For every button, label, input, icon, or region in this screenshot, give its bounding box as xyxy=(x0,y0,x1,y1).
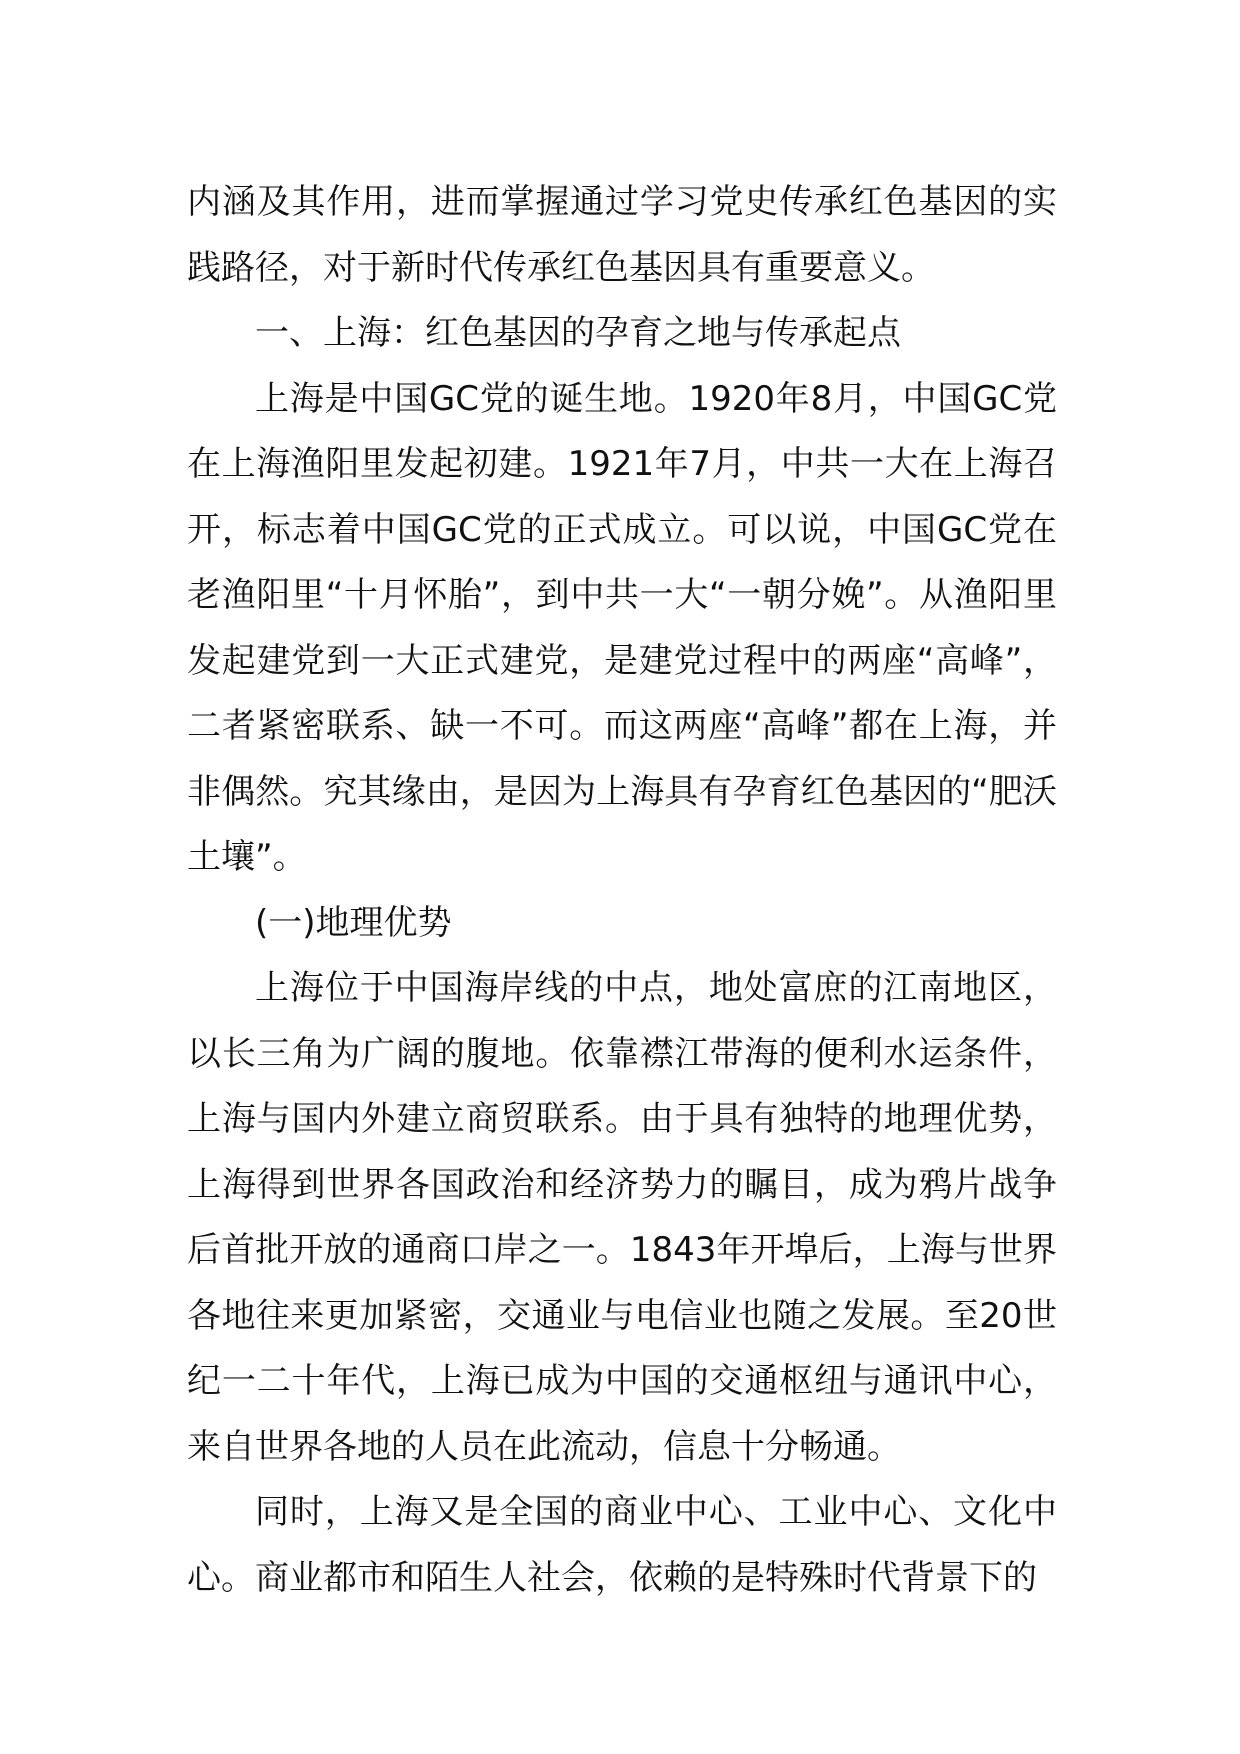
paragraph-centers: 同时，上海又是全国的商业中心、工业中心、文化中心。商业都市和陌生人社会，依赖的是特殊时代背景下的 xyxy=(187,1492,1057,1598)
paragraph-intro-continued: 内涵及其作用，进而掌握通过学习党史传承红色基因的实践路径，对于新时代传承红色基因具有重要意义。 xyxy=(187,182,1057,288)
paragraph-birthplace: 上海是中国GC党的诞生地。1920年8月，中国GC党在上海渔阳里发起初建。1921年7月，中共一大在上海召开，标志着中国GC党的正式成立。可以说，中国GC党在老渔阳里“十月怀胎”，到中共一大“一朝分娩”。从渔阳里发起建党到一大正式建党，是建党过程中的两座“高峰”，二者紧密联系、缺一不可。而这两座“高峰”都在上海，并非偶然。究其缘由，是因为上海具有孕育红色基因的“肥沃土壤”。 xyxy=(187,378,1057,877)
subsection-heading: (一)地理优势 xyxy=(255,902,452,943)
section-heading: 一、上海：红色基因的孕育之地与传承起点 xyxy=(255,313,901,353)
document-body xyxy=(187,170,1057,1611)
paragraph-geography: 上海位于中国海岸线的中点，地处富庶的江南地区，以长三角为广阔的腹地。依靠襟江带海的便利水运条件，上海与国内外建立商贸联系。由于具有独特的地理优势，上海得到世界各国政治和经济势力的瞩目，成为鸦片战争后首批开放的通商口岸之一。1843年开埠后，上海与世界各地往来更加紧密，交通业与电信业也随之发展。至20世纪一二十年代，上海已成为中国的交通枢纽与通讯中心，来自世界各地的人员在此流动，信息十分畅通。 xyxy=(187,968,1057,1467)
